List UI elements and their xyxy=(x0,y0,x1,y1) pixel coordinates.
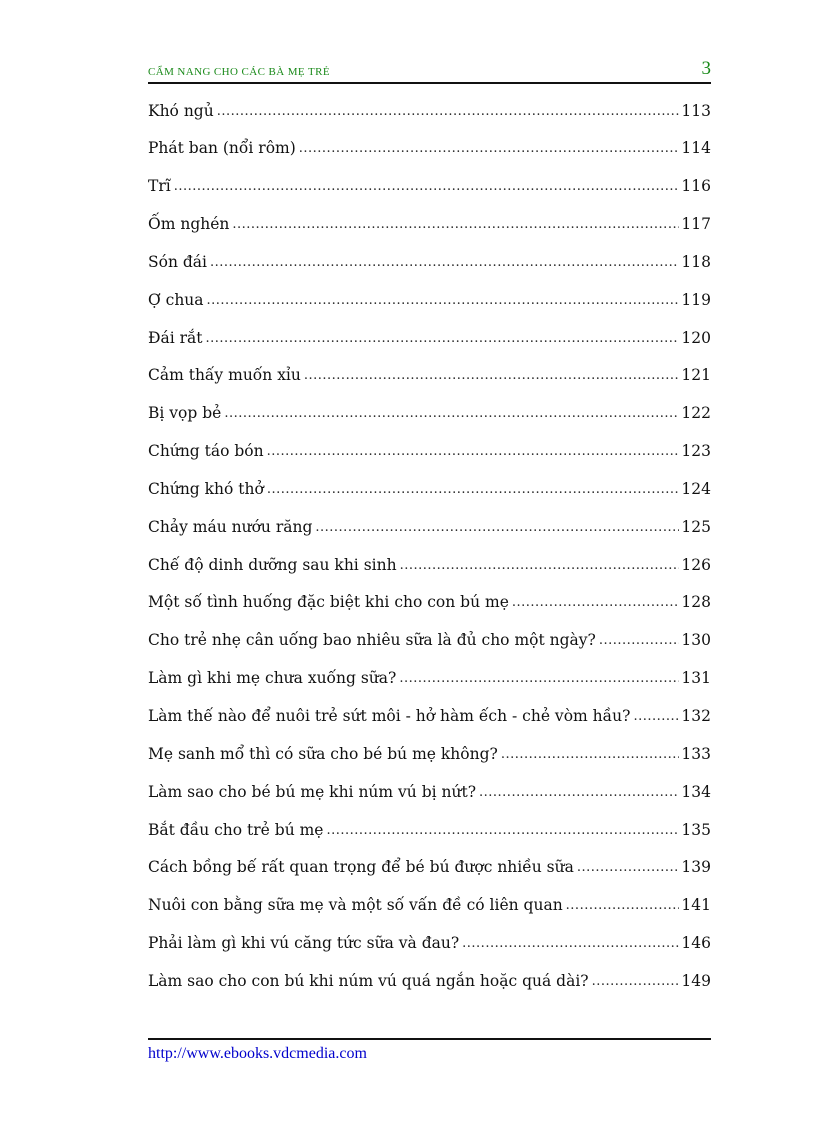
toc-entry[interactable] xyxy=(148,743,711,781)
toc-entry-title: Trĩ xyxy=(148,177,171,196)
toc-entry-title: Cảm thấy muốn xỉu xyxy=(148,366,301,385)
toc-entry[interactable] xyxy=(148,592,711,630)
toc-entry-title: Bị vọp bẻ xyxy=(148,404,222,423)
toc-entry-page: 113 xyxy=(681,101,711,120)
dot-leader xyxy=(299,138,680,154)
toc-entry[interactable] xyxy=(148,895,711,933)
toc-entry-page: 126 xyxy=(681,555,711,574)
toc-entry-page: 117 xyxy=(681,215,711,234)
toc-entry[interactable] xyxy=(148,781,711,819)
toc-entry[interactable] xyxy=(148,516,711,554)
dot-leader xyxy=(217,100,680,116)
toc-entry-title: Són đái xyxy=(148,252,207,271)
toc-entry-page: 130 xyxy=(681,631,711,650)
toc-entry-page: 131 xyxy=(681,669,711,688)
toc-entry-page: 124 xyxy=(681,479,711,498)
toc-entry[interactable] xyxy=(148,251,711,289)
toc-entry[interactable] xyxy=(148,403,711,441)
toc-entry-title: Phải làm gì khi vú căng tức sữa và đau? xyxy=(148,934,460,953)
toc-entry-title: Chảy máu nướu răng xyxy=(148,517,313,536)
toc-entry-title: Chứng khó thở xyxy=(148,479,264,498)
toc-entry[interactable] xyxy=(148,327,711,365)
page-footer xyxy=(148,1038,711,1063)
toc-entry-page: 120 xyxy=(681,328,711,347)
toc-entry-title: Ốm nghén xyxy=(148,215,230,234)
toc-entry-title: Khó ngủ xyxy=(148,101,214,120)
toc-entry-page: 121 xyxy=(681,366,711,385)
toc-entry-page: 133 xyxy=(681,744,711,763)
toc-entry[interactable] xyxy=(148,214,711,252)
dot-leader xyxy=(304,365,680,381)
toc-entry-page: 149 xyxy=(681,971,711,990)
toc-entry-page: 128 xyxy=(681,593,711,612)
toc-entry-title: Làm gì khi mẹ chưa xuống sữa? xyxy=(148,669,397,688)
dot-leader xyxy=(232,214,679,230)
dot-leader xyxy=(224,403,679,419)
dot-leader xyxy=(206,327,680,343)
dot-leader xyxy=(326,819,679,835)
toc-entry-page: 146 xyxy=(681,934,711,953)
toc-entry-page: 119 xyxy=(681,290,711,309)
dot-leader xyxy=(315,516,679,532)
toc-entry[interactable] xyxy=(148,365,711,403)
toc-entry[interactable] xyxy=(148,970,711,1008)
toc-entry-page: 122 xyxy=(681,404,711,423)
toc-entry[interactable] xyxy=(148,668,711,706)
toc-entry[interactable] xyxy=(148,100,711,138)
dot-leader xyxy=(400,554,680,570)
toc-entry[interactable] xyxy=(148,630,711,668)
toc-entry-title: Cho trẻ nhẹ cân uống bao nhiêu sữa là đủ cho một ngày? xyxy=(148,631,596,650)
toc-entry[interactable] xyxy=(148,857,711,895)
dot-leader xyxy=(479,781,679,797)
toc-entry-page: 118 xyxy=(681,252,711,271)
dot-leader xyxy=(592,970,680,986)
dot-leader xyxy=(399,668,679,684)
toc-entry-page: 114 xyxy=(681,139,711,158)
website-link[interactable]: http://www.ebooks.vdcmedia.com xyxy=(148,1045,367,1062)
toc-entry[interactable] xyxy=(148,289,711,327)
toc-entry[interactable] xyxy=(148,819,711,857)
toc-entry-page: 123 xyxy=(681,442,711,461)
dot-leader xyxy=(210,251,679,267)
toc-entry-page: 125 xyxy=(681,517,711,536)
toc-entry[interactable] xyxy=(148,478,711,516)
dot-leader xyxy=(267,478,680,494)
dot-leader xyxy=(174,176,680,192)
toc-entry-title: Đái rắt xyxy=(148,328,203,347)
page-number: 3 xyxy=(701,58,711,79)
toc-entry-page: 141 xyxy=(681,896,711,915)
dot-leader xyxy=(501,743,680,759)
dot-leader xyxy=(207,289,680,305)
dot-leader xyxy=(566,895,680,911)
toc-entry-title: Làm sao cho con bú khi núm vú quá ngắn hoặc quá dài? xyxy=(148,971,589,990)
toc-entry[interactable] xyxy=(148,441,711,479)
toc-entry-title: Chế độ dinh dưỡng sau khi sinh xyxy=(148,555,397,574)
toc-entry[interactable] xyxy=(148,554,711,592)
toc-entry-page: 132 xyxy=(681,707,711,725)
toc-entry-page: 139 xyxy=(681,858,711,877)
dot-leader xyxy=(512,592,680,608)
toc-entry[interactable] xyxy=(148,706,711,744)
toc-entry-title: Mẹ sanh mổ thì có sữa cho bé bú mẹ không? xyxy=(148,744,498,763)
toc-entry-title: Làm thế nào để nuôi trẻ sứt môi - hở hàm ếch - chẻ vòm hầu? xyxy=(148,707,631,725)
toc-entry[interactable] xyxy=(148,138,711,176)
toc-entry-page: 116 xyxy=(681,177,711,196)
toc-entry-page: 135 xyxy=(681,820,711,839)
dot-leader xyxy=(577,857,680,873)
toc-entry-title: Một số tình huống đặc biệt khi cho con bú mẹ xyxy=(148,593,509,612)
toc-entry-title: Làm sao cho bé bú mẹ khi núm vú bị nứt? xyxy=(148,782,477,801)
toc-entry-page: 134 xyxy=(681,782,711,801)
book-title: CẨM NANG CHO CÁC BÀ MẸ TRẺ xyxy=(148,66,330,78)
toc-entry-title: Ợ chua xyxy=(148,290,204,309)
toc-entry-title: Bắt đầu cho trẻ bú mẹ xyxy=(148,820,324,839)
table-of-contents xyxy=(148,100,711,1008)
toc-entry[interactable] xyxy=(148,933,711,971)
toc-entry-title: Phát ban (nổi rôm) xyxy=(148,139,296,158)
toc-entry-title: Chứng táo bón xyxy=(148,442,264,461)
page-header xyxy=(148,58,711,84)
dot-leader xyxy=(267,441,680,457)
dot-leader xyxy=(633,706,679,722)
dot-leader xyxy=(599,630,680,646)
dot-leader xyxy=(462,933,679,949)
toc-entry-title: Cách bồng bế rất quan trọng để bé bú được nhiều sữa xyxy=(148,858,574,877)
toc-entry[interactable] xyxy=(148,176,711,214)
toc-entry-title: Nuôi con bằng sữa mẹ và một số vấn đề có liên quan xyxy=(148,896,563,915)
